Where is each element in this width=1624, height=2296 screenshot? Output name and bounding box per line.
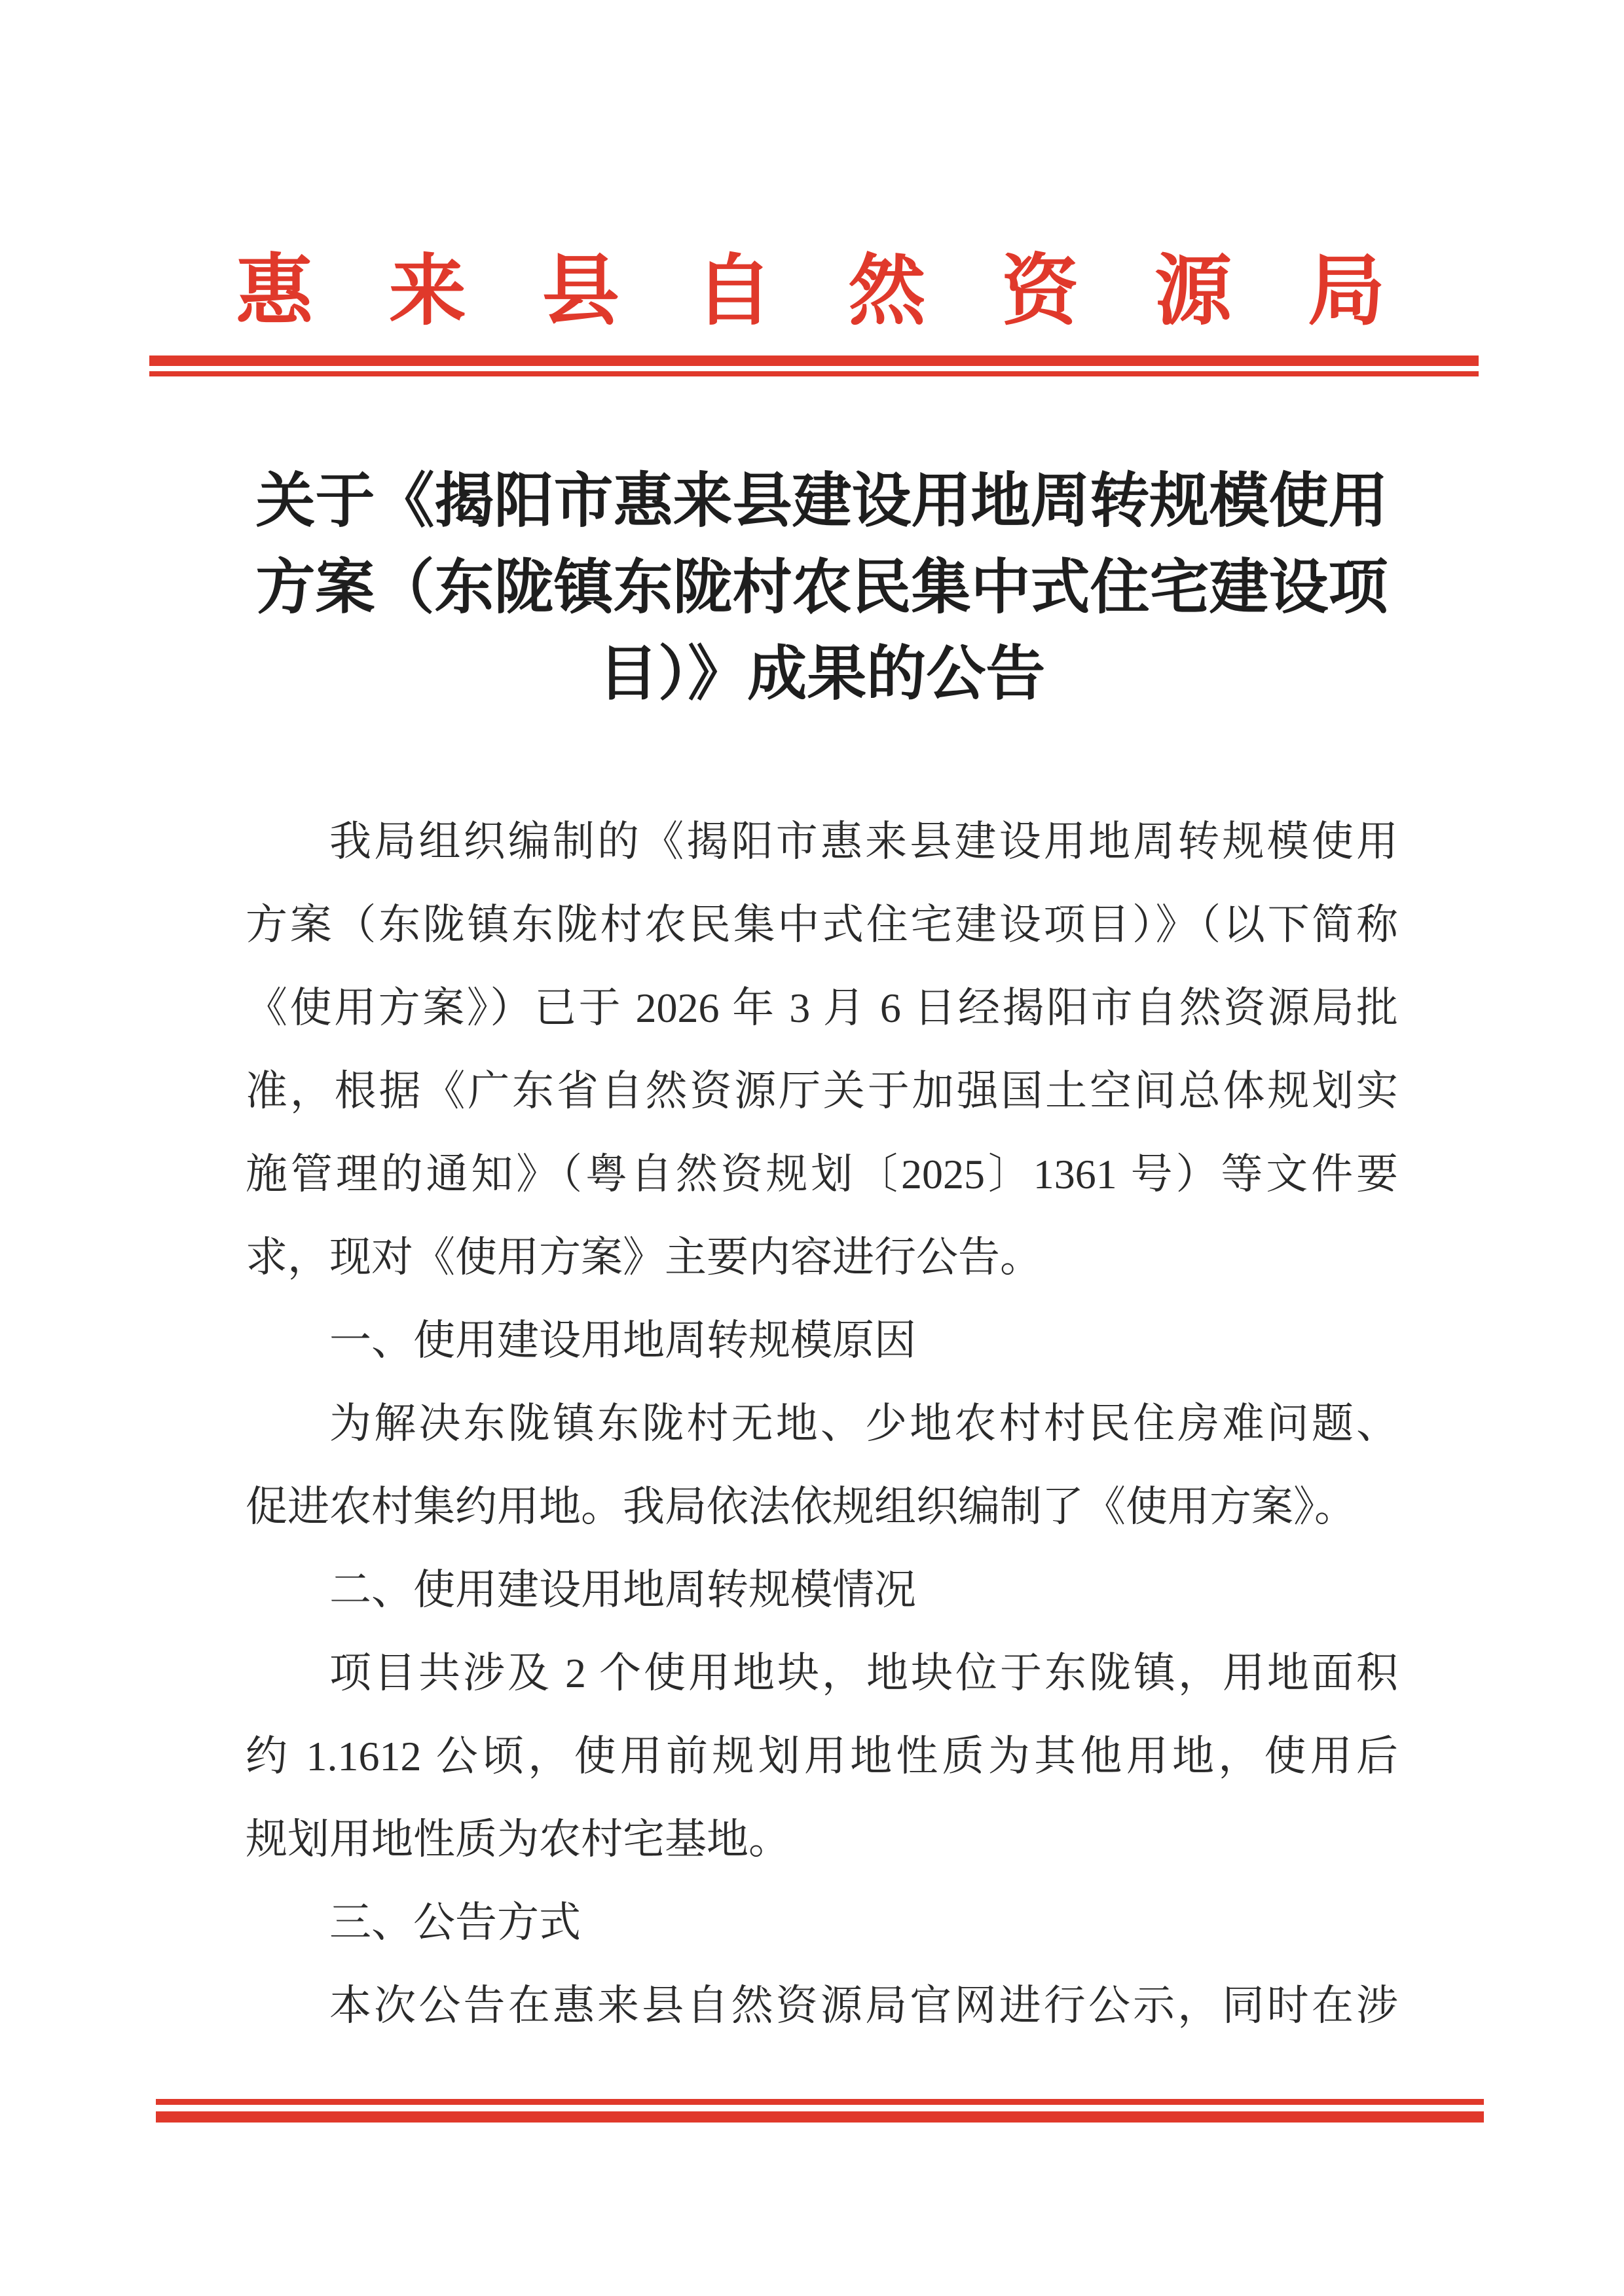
- body-line: 施管理的通知》（粤自然资规划〔2025〕1361 号）等文件要: [246, 1151, 1398, 1197]
- body-line: 本次公告在惠来县自然资源局官网进行公示，同时在涉: [329, 1982, 1398, 2029]
- body-line: 项目共涉及 2 个使用地块，地块位于东陇镇，用地面积: [329, 1650, 1398, 1696]
- body-line: 促进农村集约用地。我局依法依规组织编制了《使用方案》。: [246, 1484, 1356, 1530]
- body-line: 《使用方案》）已于 2026 年 3 月 6 日经揭阳市自然资源局批: [246, 985, 1398, 1031]
- letterhead-rule-thick: [149, 355, 1479, 366]
- title-line-1: 关于《揭阳市惠来县建设用地周转规模使用: [255, 468, 1388, 534]
- body-heading-3: 三、公告方式: [329, 1899, 581, 1946]
- letterhead-rule-thin: [149, 371, 1479, 376]
- footer-rule-thick: [156, 2111, 1484, 2123]
- body-heading-2: 二、使用建设用地周转规模情况: [329, 1567, 916, 1613]
- body-line: 求，现对《使用方案》主要内容进行公告。: [246, 1234, 1042, 1281]
- document-title: [246, 458, 1398, 718]
- body-line: 准，根据《广东省自然资源厅关于加强国土空间总体规划实: [246, 1068, 1398, 1114]
- body-line: 我局组织编制的《揭阳市惠来县建设用地周转规模使用: [329, 818, 1398, 865]
- document-body: [246, 800, 1398, 2047]
- title-line-3: 目）》成果的公告: [598, 641, 1046, 707]
- letterhead-agency-name: 惠来县自然资源局: [236, 249, 1385, 335]
- title-line-2: 方案（东陇镇东陇村农民集中式住宅建设项: [255, 555, 1388, 621]
- body-heading-1: 一、使用建设用地周转规模原因: [329, 1317, 916, 1364]
- body-line: 为解决东陇镇东陇村无地、少地农村村民住房难问题、: [329, 1400, 1398, 1447]
- footer-rule-thin: [156, 2099, 1484, 2105]
- body-line: 规划用地性质为农村宅基地。: [246, 1816, 790, 1863]
- body-line: 方案（东陇镇东陇村农民集中式住宅建设项目）》（以下简称: [246, 902, 1398, 948]
- body-line: 约 1.1612 公顷，使用前规划用地性质为其他用地，使用后: [246, 1733, 1398, 1779]
